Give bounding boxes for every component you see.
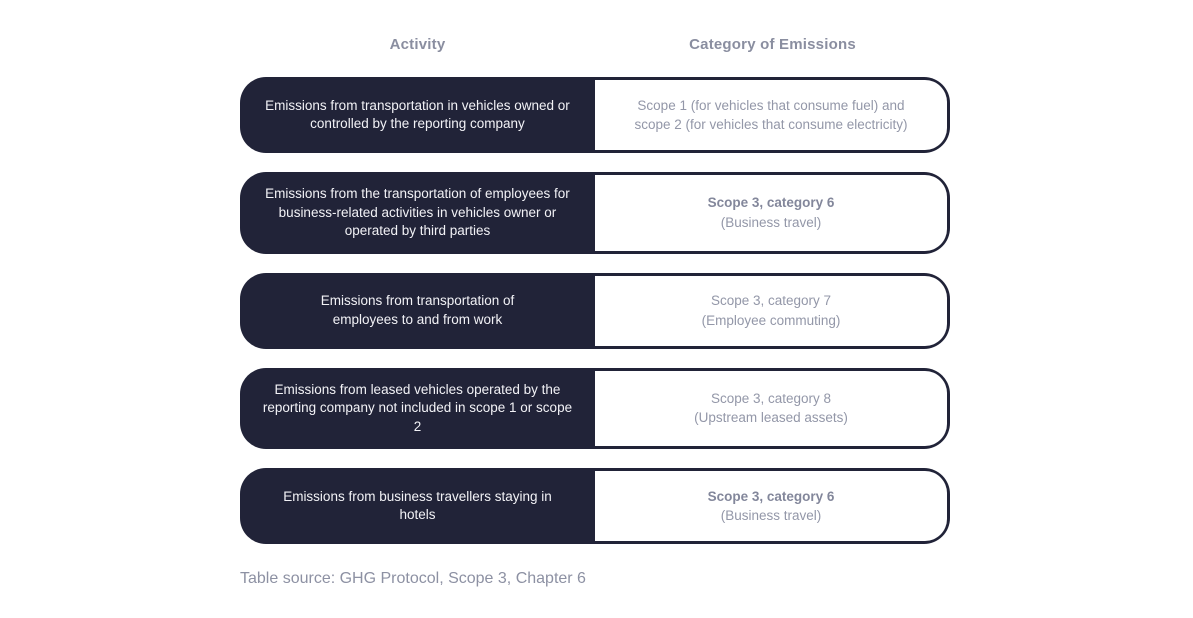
table-row (240, 273, 950, 349)
table-row (240, 368, 950, 450)
activity-cell-text (321, 292, 515, 329)
activity-line: Emissions from the transportation of employees for (265, 186, 570, 201)
table-row (240, 172, 950, 254)
column-header-category-of-emissions: Category of Emissions (689, 36, 856, 53)
category-line: (Business travel) (720, 214, 822, 230)
column-header-activity: Activity (389, 36, 446, 53)
category-cell (595, 371, 947, 447)
activity-line: business-related activities in vehicles owner or (278, 204, 557, 220)
category-line: (Employee commuting) (701, 312, 841, 328)
activity-line: Emissions from leased vehicles operated by the (274, 381, 561, 397)
activity-cell-text (283, 488, 552, 525)
category-line: (Business travel) (720, 508, 822, 523)
category-line: (Upstream leased assets) (694, 410, 848, 426)
category-line: Scope 3, category 8 (710, 390, 832, 406)
activity-line: employees to and from work (332, 311, 503, 327)
activity-line: Emissions from transportation of (320, 293, 515, 308)
table-rows (240, 77, 950, 544)
table-header-row (240, 0, 950, 77)
activity-line: hotels (399, 507, 436, 522)
activity-cell (240, 77, 595, 153)
activity-cell-text (265, 97, 570, 134)
category-cell (595, 80, 947, 150)
activity-line: operated by third parties (344, 223, 491, 238)
category-line: scope 2 (for vehicles that consume electricity) (634, 117, 908, 132)
category-line: Scope 1 (for vehicles that consume fuel) and (637, 97, 905, 113)
activity-line: Emissions from business travellers staying in (283, 488, 552, 504)
activity-line: reporting company not included in scope 1 or scope 2 (262, 400, 573, 434)
activity-cell (240, 172, 595, 254)
activity-cell-text (265, 185, 570, 241)
table-row (240, 77, 950, 153)
category-line: Scope 3, category 6 (707, 195, 835, 211)
emissions-table (240, 0, 950, 588)
activity-cell-text (262, 381, 573, 437)
category-cell (595, 175, 947, 251)
activity-cell (240, 273, 595, 349)
category-line: Scope 3, category 7 (710, 293, 832, 308)
activity-line: controlled by the reporting company (310, 116, 525, 131)
category-cell (595, 471, 947, 541)
category-line: Scope 3, category 6 (707, 488, 835, 504)
category-cell (595, 276, 947, 346)
activity-cell (240, 468, 595, 544)
table-source-caption: Table source: GHG Protocol, Scope 3, Chapter 6 (240, 570, 586, 587)
activity-line: Emissions from transportation in vehicles owned or (265, 97, 570, 113)
activity-cell (240, 368, 595, 450)
table-row (240, 468, 950, 544)
